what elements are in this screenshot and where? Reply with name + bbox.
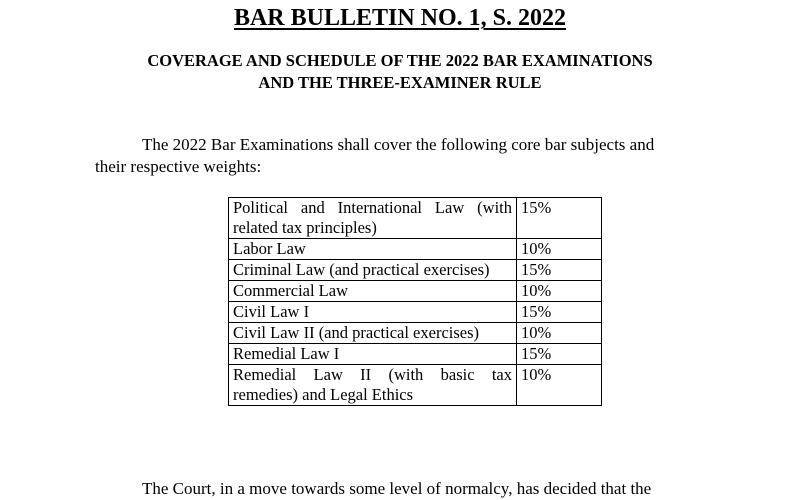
weight-cell: 15% bbox=[517, 302, 602, 323]
weight-cell: 15% bbox=[517, 198, 602, 239]
table-row bbox=[229, 365, 602, 406]
weight-cell: 10% bbox=[517, 239, 602, 260]
subject-cell: Criminal Law (and practical exercises) bbox=[229, 260, 517, 281]
table-row bbox=[229, 323, 602, 344]
weight-cell: 10% bbox=[517, 323, 602, 344]
weight-cell: 15% bbox=[517, 260, 602, 281]
subject-cell: Commercial Law bbox=[229, 281, 517, 302]
table-row bbox=[229, 239, 602, 260]
bulletin-title: BAR BULLETIN NO. 1, S. 2022 bbox=[233, 5, 567, 31]
table-row bbox=[229, 260, 602, 281]
subject-cell: Political and International Law (with related tax principles) bbox=[229, 198, 517, 239]
subject-cell: Civil Law II (and practical exercises) bbox=[229, 323, 517, 344]
intro-paragraph-line-2: their respective weights: bbox=[95, 157, 262, 176]
subject-cell: Remedial Law II (with basic tax remedies) and Legal Ethics bbox=[229, 365, 517, 406]
table-row bbox=[229, 281, 602, 302]
closing-paragraph-line-1: The Court, in a move towards some level of normalcy, has decided that the bbox=[142, 479, 652, 498]
table-row bbox=[229, 344, 602, 365]
subject-cell: Labor Law bbox=[229, 239, 517, 260]
subject-weights-table bbox=[228, 197, 602, 406]
subtitle-line-2: AND THE THREE-EXAMINER RULE bbox=[258, 73, 542, 92]
weight-cell: 10% bbox=[517, 365, 602, 406]
subject-cell: Remedial Law I bbox=[229, 344, 517, 365]
table-row bbox=[229, 198, 602, 239]
subtitle-line-1: COVERAGE AND SCHEDULE OF THE 2022 BAR EXAMINATIONS bbox=[147, 51, 653, 70]
subject-cell: Civil Law I bbox=[229, 302, 517, 323]
weight-cell: 15% bbox=[517, 344, 602, 365]
table-row bbox=[229, 302, 602, 323]
bulletin-subtitle bbox=[0, 50, 800, 94]
intro-paragraph-line-1: The 2022 Bar Examinations shall cover the following core bar subjects and bbox=[142, 135, 655, 154]
weight-cell: 10% bbox=[517, 281, 602, 302]
